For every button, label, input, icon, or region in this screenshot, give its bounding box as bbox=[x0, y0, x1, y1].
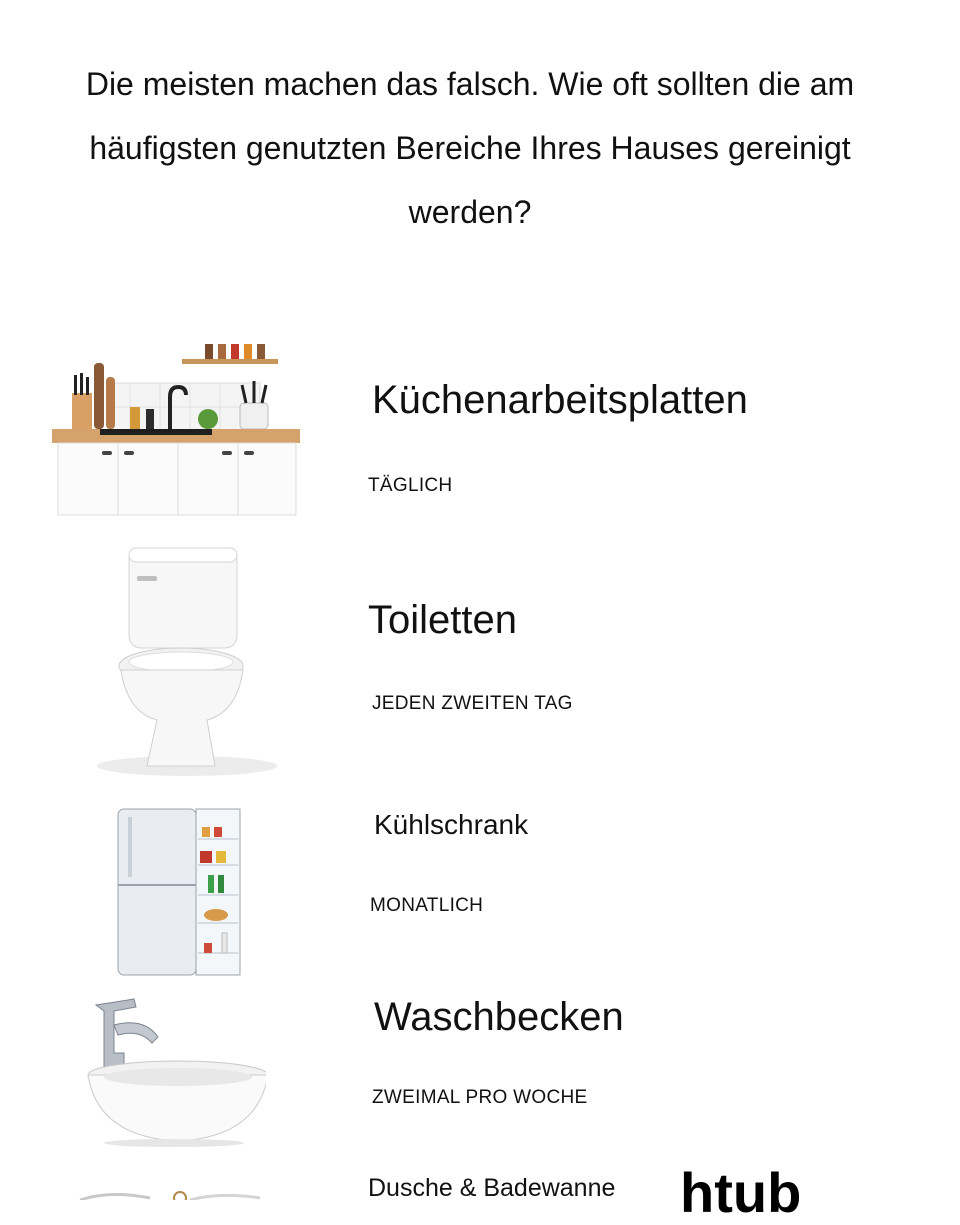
kitchen-counter-icon bbox=[50, 335, 302, 517]
list-item-toilet bbox=[0, 540, 960, 780]
item-title: Toiletten bbox=[368, 598, 517, 642]
list-item-fridge bbox=[0, 795, 960, 985]
list-item-sink bbox=[0, 995, 960, 1155]
fridge-icon bbox=[110, 803, 250, 981]
item-title: Küchenarbeitsplatten bbox=[372, 378, 748, 422]
item-title: Waschbecken bbox=[374, 995, 624, 1039]
item-frequency: JEDEN ZWEITEN TAG bbox=[372, 693, 573, 714]
item-title: Kühlschrank bbox=[374, 809, 529, 840]
item-frequency: ZWEIMAL PRO WOCHE bbox=[372, 1087, 588, 1108]
item-frequency: MONATLICH bbox=[370, 895, 484, 916]
toilet-icon bbox=[95, 544, 285, 780]
sink-icon bbox=[74, 997, 266, 1147]
headline: Die meisten machen das falsch. Wie oft sollten die am häufigsten genutzten Bereiche Ihres Hauses gereinigt werden? bbox=[85, 66, 855, 230]
item-title: Dusche & Badewanne bbox=[368, 1174, 616, 1202]
overlay-text: htub bbox=[680, 1161, 802, 1224]
bathtub-icon bbox=[70, 1188, 270, 1200]
list-item-kitchen bbox=[0, 330, 960, 520]
list-item-bathtub bbox=[0, 1160, 960, 1224]
item-frequency: TÄGLICH bbox=[368, 475, 453, 496]
